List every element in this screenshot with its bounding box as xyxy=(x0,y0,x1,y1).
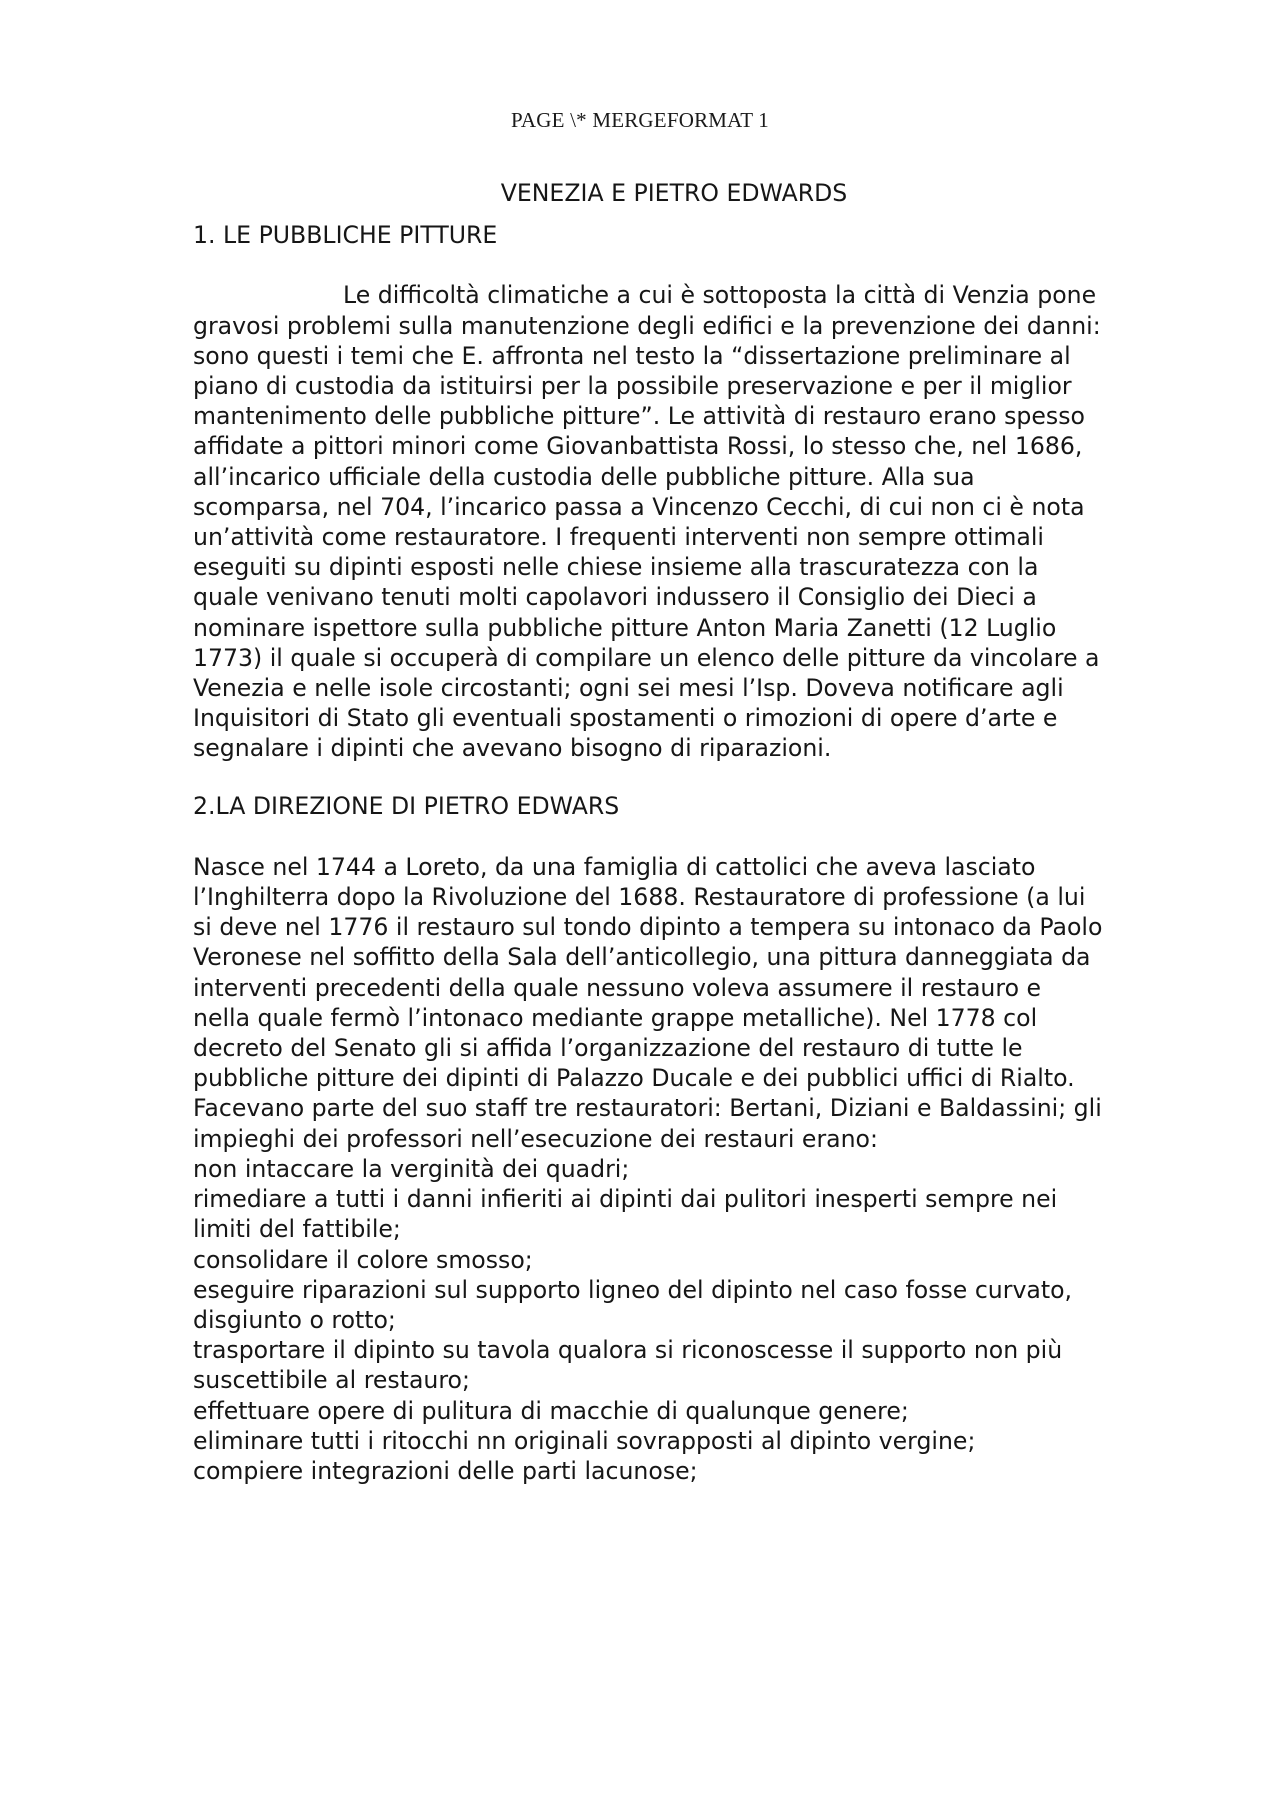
list-item: rimediare a tutti i danni infieriti ai dipinti dai pulitori inesperti sempre nei limiti del fattibile; xyxy=(193,1185,1058,1244)
list-item: trasportare il dipinto su tavola qualora si riconoscesse il supporto non più suscettibile al restauro; xyxy=(193,1336,1063,1395)
list-item: effettuare opere di pulitura di macchie di qualunque genere; xyxy=(193,1396,909,1425)
list-item: eseguire riparazioni sul supporto ligneo del dipinto nel caso fosse curvato, disgiunto o rotto; xyxy=(193,1275,1073,1334)
restoration-duties-list xyxy=(193,1154,1103,1486)
document-body xyxy=(193,178,1103,1486)
list-item: non intaccare la verginità dei quadri; xyxy=(193,1154,630,1183)
list-item: consolidare il colore smosso; xyxy=(193,1245,533,1274)
section-heading-1: 1. LE PUBBLICHE PITTURE xyxy=(193,221,498,250)
list-item: compiere integrazioni delle parti lacunose; xyxy=(193,1456,698,1485)
section-heading-2: 2.LA DIREZIONE DI PIETRO EDWARS xyxy=(193,791,620,820)
section-paragraph-2: Nasce nel 1744 a Loreto, da una famiglia di cattolici che aveva lasciato l’Inghilterra dopo la Rivoluzione del 1688. Restauratore di professione (a lui si deve nel 1776 il restauro sul tondo dipinto a tempera su intonaco da Paolo Veronese nel soffitto della Sala dell’anticollegio, una pittura danneggiata da interventi precedenti della quale nessuno voleva assumere il restauro e nella quale fermò l’intonaco mediante grappe metalliche). Nel 1778 col decreto del Senato gli si affida l’organizzazione del restauro di tutte le pubbliche pitture dei dipinti di Palazzo Ducale e dei pubblici uffici di Rialto. Facevano parte del suo staff tre restauratori: Bertani, Diziani e Baldassini; gli impieghi dei professori nell’esecuzione dei restauri erano: xyxy=(193,852,1103,1153)
section-paragraph-1: Le difficoltà climatiche a cui è sottoposta la città di Venzia pone gravosi problemi sulla manutenzione degli edifici e la prevenzione dei danni: sono questi i temi che E. affronta nel testo la “dissertazione preliminare al piano di custodia da istituirsi per la possibile preservazione e per il miglior mantenimento delle pubbliche pitture”. Le attività di restauro erano spesso affidate a pittori minori come Giovanbattista Rossi, lo stesso che, nel 1686, all’incarico ufficiale della custodia delle pubbliche pitture. Alla sua scomparsa, nel 704, l’incarico passa a Vincenzo Cecchi, di cui non ci è nota un’attività come restauratore. I frequenti interventi non sempre ottimali eseguiti su dipinti esposti nelle chiese insieme alla trascuratezza con la quale venivano tenuti molti capolavori indussero il Consiglio dei Dieci a nominare ispettore sulla pubbliche pitture Anton Maria Zanetti (12 Luglio 1773) il quale si occuperà di compilare un elenco delle pitture da vincolare a Venezia e nelle isole circostanti; ogni sei mesi l’Isp. Doveva notificare agli Inquisitori di Stato gli eventuali spostamenti o rimozioni di opere d’arte e segnalare i dipinti che avevano bisogno di riparazioni. xyxy=(193,281,1101,763)
document-title: VENEZIA E PIETRO EDWARDS xyxy=(500,179,848,207)
page-header-field: PAGE \* MERGEFORMAT 1 xyxy=(510,108,769,132)
list-item: eliminare tutti i ritocchi nn originali sovrapposti al dipinto vergine; xyxy=(193,1426,976,1455)
